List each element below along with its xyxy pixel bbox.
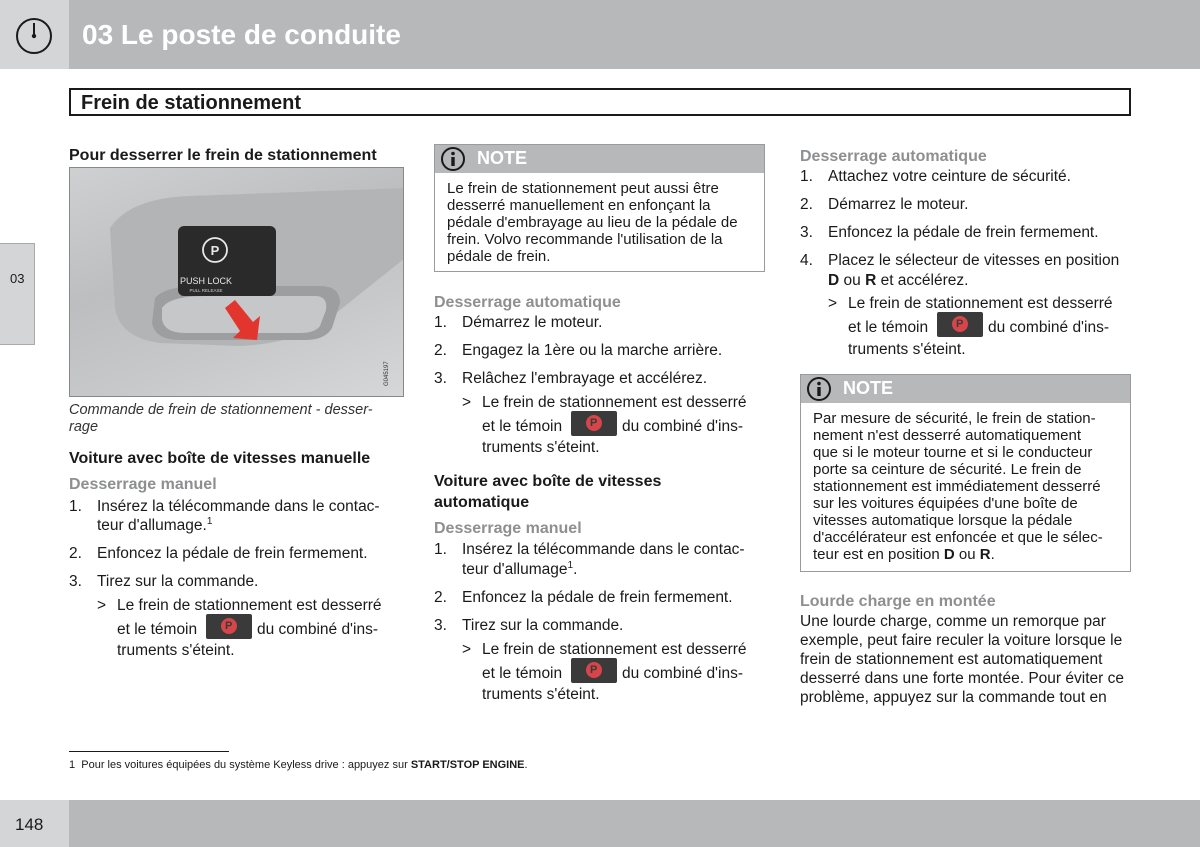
result-text: Le frein de stationnement est desserré [482,394,747,411]
note-line: frein. Volvo recommande l'utilisation de la [447,231,723,248]
result-text: Le frein de stationnement est desserré [848,295,1113,312]
note-line: Par mesure de sécurité, le frein de station- [813,410,1096,427]
step-text: Enfoncez la pédale de frein fermement. [828,224,1099,241]
push-lock-text: PUSH LOCK [179,276,233,286]
footnote-ref: 1 [206,515,213,527]
parking-brake-photo [69,167,404,397]
note-line: pédale de frein. [447,248,551,265]
page-number-box [0,800,69,847]
result-text-line-2: et le témoin [117,621,198,638]
note-line: Le frein de stationnement peut aussi être [447,180,719,197]
step-text-part: ou [839,272,866,289]
result-bullet: > [462,394,472,411]
note-line: d'accélérateur est enfoncée et que le sélec- [813,529,1103,546]
step-text: Enfoncez la pédale de frein fermement. [462,589,733,606]
note-label: NOTE [843,378,894,398]
note-label: NOTE [477,148,528,168]
footnote-text-end: . [524,759,528,771]
info-icon [806,376,832,402]
step-number: 2. [69,545,82,562]
photo-caption-line-2: rage [69,419,99,435]
step-text: Relâchez l'embrayage et accélérez. [462,370,708,387]
result-text-line-3: truments s'éteint. [482,686,600,703]
result-bullet: > [97,597,107,614]
note-line: nement n'est desserré automatiquement [813,427,1082,444]
footer-bar [69,800,1200,847]
image-code: G045197 [384,361,390,386]
parking-brake-illustration [70,168,404,397]
parking-brake-telltale-icon: P [206,614,252,639]
step-text-continued [462,560,577,579]
info-icon [440,146,466,172]
step-number: 1. [800,168,813,185]
auto-release-subheading: Desserrage automatique [800,148,987,165]
footnote-marker: 1 [69,759,76,771]
chapter-icon-box [0,0,69,69]
step-text: Enfoncez la pédale de frein fermement. [97,545,368,562]
step-text-part: et accélérez. [876,272,969,289]
step-text: Engagez la 1ère ou la marche arrière. [462,342,723,359]
result-text-line-2: et le témoin [848,319,929,336]
pull-release-text: PULL RELEASE [189,288,223,293]
footnote-bold-text: START/STOP ENGINE [410,759,525,771]
result-text: Le frein de stationnement est desserré [117,597,382,614]
svg-text:P: P [210,243,220,258]
step-number: 1. [434,541,447,558]
note-box [434,144,765,272]
note-line: pédale d'embrayage au lieu de la pédale de [447,214,738,231]
page-number: 148 [15,815,44,834]
note-header [435,145,764,173]
step-text: Tirez sur la commande. [97,573,259,590]
result-bullet: > [828,295,838,312]
step-text: Insérez la télécommande dans le contac- [462,541,745,558]
automatic-gearbox-heading-line-2: automatique [434,494,530,511]
step-text-continued [97,516,212,535]
photo-caption-line-1: Commande de frein de stationnement - desser- [69,402,373,418]
step-number: 3. [434,617,447,634]
section-title: Frein de stationnement [81,92,302,114]
result-text-line-2-end: du combiné d'ins- [988,319,1109,336]
paragraph-line: Une lourde charge, comme un remorque par [800,613,1106,630]
step-number: 1. [434,314,447,331]
section-header [69,88,1131,116]
step-number: 3. [69,573,82,590]
gear-r: R [979,546,991,563]
note-line: porte sa ceinture de sécurité. Le frein de [813,461,1082,478]
step-number: 1. [69,498,82,515]
side-tab-label: 03 [10,271,25,286]
heavy-load-subheading: Lourde charge en montée [800,593,996,610]
result-text-line-2-end: du combiné d'ins- [622,418,743,435]
note-line: sur les voitures équipées d'une boîte de [813,495,1078,512]
note-line: desserré manuellement en enfonçant la [447,197,711,214]
step-text: Démarrez le moteur. [462,314,603,331]
note-line-last [813,546,995,563]
gear-r: R [865,272,877,289]
step-text: Démarrez le moteur. [828,196,969,213]
manual-gearbox-heading: Voiture avec boîte de vitesses manuelle [69,450,371,467]
result-text-line-2-end: du combiné d'ins- [622,665,743,682]
note-header [801,375,1130,403]
footnote-ref: 1 [567,559,574,571]
gear-d: D [828,272,840,289]
step-text-part: teur d'allumage. [97,517,207,534]
step-text-part: teur d'allumage [462,561,568,578]
note-text-part: ou [954,546,980,563]
gear-d: D [943,546,955,563]
paragraph-line: frein de stationnement est automatiquement [800,651,1103,668]
result-bullet: > [462,641,472,658]
result-text-line-2-end: du combiné d'ins- [257,621,378,638]
step-text: Tirez sur la commande. [462,617,624,634]
result-text-line-3: truments s'éteint. [482,439,600,456]
step-number: 2. [800,196,813,213]
step-number: 3. [434,370,447,387]
note-text-part: . [990,546,995,563]
manual-release-subheading: Desserrage manuel [69,476,217,493]
automatic-gearbox-heading-line-1: Voiture avec boîte de vitesses [434,473,662,490]
manual-release-subheading: Desserrage manuel [434,520,582,537]
note-line: que si le moteur tourne et si le conducteur [813,444,1093,461]
release-heading: Pour desserrer le frein de stationnement [69,147,377,164]
step-text: Attachez votre ceinture de sécurité. [828,168,1071,185]
note-line: stationnement est immédiatement desserré [813,478,1101,495]
parking-brake-telltale-icon: P [937,312,983,337]
result-text: Le frein de stationnement est desserré [482,641,747,658]
result-text-line-3: truments s'éteint. [848,341,966,358]
chapter-title: 03 Le poste de conduite [82,19,401,50]
result-text-line-3: truments s'éteint. [117,642,235,659]
footnote-text: Pour les voitures équipées du système Keyless drive : appuyez sur [81,759,411,771]
chapter-side-tab [0,243,35,345]
footnote-rule [69,751,229,752]
step-number: 2. [434,342,447,359]
paragraph-line: problème, appuyez sur la commande tout en [800,689,1107,706]
step-number: 3. [800,224,813,241]
result-text-line-2: et le témoin [482,665,563,682]
parking-brake-telltale-icon: P [571,658,617,683]
step-number: 2. [434,589,447,606]
step-text-continued [828,271,968,290]
paragraph-line: exemple, peut faire reculer la voiture lorsque le [800,632,1123,649]
note-line: vitesses automatique lorsque la pédale [813,512,1073,529]
footnote [69,759,528,771]
note-text-part: teur est en position [813,546,944,563]
result-text-line-2: et le témoin [482,418,563,435]
paragraph-line: desserré dans une forte montée. Pour éviter ce [800,670,1124,687]
step-text-suffix: . [573,561,578,578]
parking-brake-telltale-icon: P [571,411,617,436]
step-text: Insérez la télécommande dans le contac- [97,498,380,515]
step-number: 4. [800,252,813,269]
auto-release-subheading: Desserrage automatique [434,294,621,311]
gauge-icon [15,17,53,55]
note-box [800,374,1131,572]
step-text: Placez le sélecteur de vitesses en position [828,252,1120,269]
